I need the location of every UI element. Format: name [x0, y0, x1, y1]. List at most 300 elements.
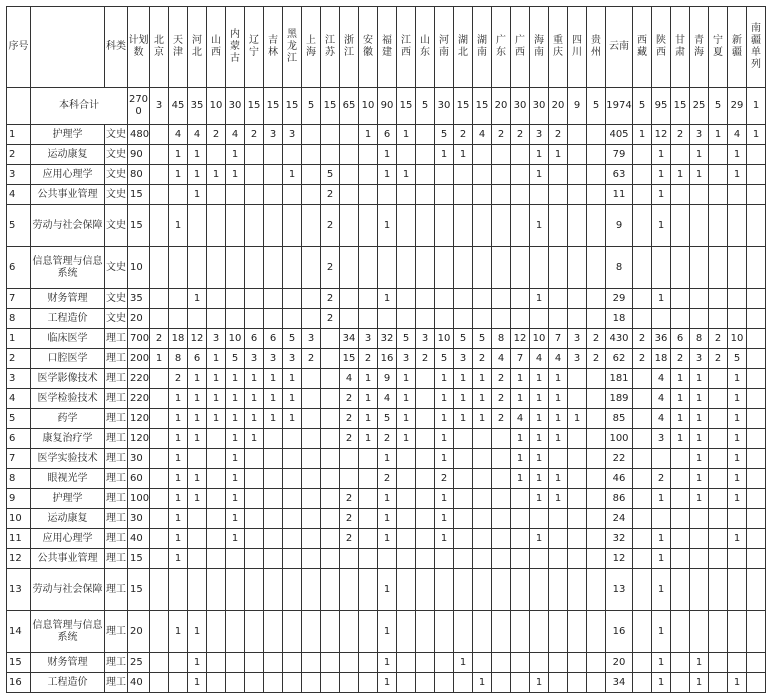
row-value: 18: [652, 349, 671, 369]
row-value: 20: [606, 653, 633, 673]
row-value: 1: [435, 409, 454, 429]
row-value: 1: [652, 289, 671, 309]
row-value: [492, 145, 511, 165]
row-value: 4: [378, 389, 397, 409]
row-value: 16: [378, 349, 397, 369]
row-value: [473, 165, 492, 185]
header-province: 重庆: [549, 7, 568, 88]
row-value: [302, 389, 321, 409]
row-value: 1: [188, 185, 207, 205]
table-row: [7, 125, 766, 145]
row-value: [359, 653, 378, 673]
row-value: 1: [397, 369, 416, 389]
table-row: [7, 673, 766, 693]
row-value: 1: [728, 673, 747, 693]
header-province: 江西: [397, 7, 416, 88]
row-value: 1: [226, 529, 245, 549]
row-value: 1: [435, 145, 454, 165]
row-value: [397, 449, 416, 469]
row-value: [359, 569, 378, 611]
row-value: 1: [549, 409, 568, 429]
row-value: 1: [671, 165, 690, 185]
row-value: 2: [492, 125, 511, 145]
row-value: 3: [454, 349, 473, 369]
row-value: 1: [652, 569, 671, 611]
row-value: 1: [378, 205, 397, 247]
row-value: [264, 653, 283, 673]
row-value: [511, 309, 530, 329]
summary-value: 30: [511, 88, 530, 125]
header-province: 海南: [530, 7, 549, 88]
row-value: 1: [378, 529, 397, 549]
row-value: 2: [321, 309, 340, 329]
header-province: 山东: [416, 7, 435, 88]
row-value: [492, 429, 511, 449]
row-value: 1: [549, 145, 568, 165]
row-value: [568, 125, 587, 145]
row-value: [302, 569, 321, 611]
row-value: 1: [188, 389, 207, 409]
row-value: 1: [169, 409, 188, 429]
row-value: [709, 549, 728, 569]
row-value: 1: [378, 569, 397, 611]
row-value: [416, 509, 435, 529]
row-value: 2: [633, 349, 652, 369]
row-value: 1: [245, 409, 264, 429]
row-value: 1: [378, 489, 397, 509]
row-value: [633, 145, 652, 165]
row-value: [302, 165, 321, 185]
row-value: [549, 185, 568, 205]
row-value: 24: [606, 509, 633, 529]
row-value: [359, 309, 378, 329]
header-province: 吉林: [264, 7, 283, 88]
row-value: 1: [690, 409, 709, 429]
row-value: 1: [690, 429, 709, 449]
row-value: [302, 611, 321, 653]
row-value: 2: [302, 349, 321, 369]
row-value: [747, 611, 766, 653]
row-value: [747, 185, 766, 205]
row-value: 15: [340, 349, 359, 369]
row-value: [511, 289, 530, 309]
row-value: 18: [606, 309, 633, 329]
row-value: [150, 409, 169, 429]
header-seq: 序号: [7, 7, 31, 88]
row-value: 2: [321, 247, 340, 289]
row-value: 1: [549, 489, 568, 509]
row-value: [435, 165, 454, 185]
row-value: [473, 289, 492, 309]
row-value: [633, 489, 652, 509]
row-value: 2: [340, 509, 359, 529]
row-value: [587, 369, 606, 389]
summary-value: 25: [690, 88, 709, 125]
row-value: 1: [530, 289, 549, 309]
header-province: 甘肃: [671, 7, 690, 88]
row-value: 1: [264, 389, 283, 409]
row-value: 1: [169, 611, 188, 653]
row-value: [587, 205, 606, 247]
row-value: [473, 247, 492, 289]
row-value: [435, 611, 454, 653]
row-value: [709, 529, 728, 549]
row-value: [321, 653, 340, 673]
summary-value: 29: [728, 88, 747, 125]
row-value: [340, 247, 359, 289]
row-value: 3: [264, 349, 283, 369]
row-value: [264, 449, 283, 469]
row-seq: 2: [7, 145, 31, 165]
row-value: 1: [530, 165, 549, 185]
row-value: [511, 549, 530, 569]
row-value: 1: [454, 369, 473, 389]
row-value: [633, 185, 652, 205]
row-value: 1: [397, 389, 416, 409]
row-value: [633, 469, 652, 489]
row-value: [690, 289, 709, 309]
row-value: 4: [226, 125, 245, 145]
row-value: 4: [492, 349, 511, 369]
row-plan: 35: [128, 289, 150, 309]
row-value: [150, 489, 169, 509]
row-subject: 理工: [105, 611, 128, 653]
row-value: [747, 489, 766, 509]
row-value: [709, 369, 728, 389]
row-value: [747, 389, 766, 409]
row-value: 1: [169, 389, 188, 409]
row-value: [633, 509, 652, 529]
row-value: 1: [530, 449, 549, 469]
row-value: [633, 309, 652, 329]
summary-plan: 2700: [128, 88, 150, 125]
row-value: [359, 165, 378, 185]
row-value: [150, 509, 169, 529]
row-value: 1: [378, 509, 397, 529]
summary-value: 15: [454, 88, 473, 125]
row-value: [226, 673, 245, 693]
row-value: 6: [245, 329, 264, 349]
header-province: 青海: [690, 7, 709, 88]
row-value: [416, 673, 435, 693]
row-value: [511, 185, 530, 205]
row-value: [728, 611, 747, 653]
row-value: [169, 653, 188, 673]
row-value: 1: [530, 389, 549, 409]
row-value: 1: [633, 125, 652, 145]
row-value: 1: [435, 529, 454, 549]
row-value: 1: [378, 165, 397, 185]
row-subject: 理工: [105, 489, 128, 509]
summary-value: 3: [150, 88, 169, 125]
row-value: 32: [606, 529, 633, 549]
summary-value: 1: [747, 88, 766, 125]
row-value: [397, 569, 416, 611]
row-value: [549, 247, 568, 289]
row-value: 5: [378, 409, 397, 429]
row-value: [397, 205, 416, 247]
row-value: [690, 309, 709, 329]
row-value: [245, 653, 264, 673]
row-value: [747, 145, 766, 165]
row-subject: 文史: [105, 289, 128, 309]
row-seq: 7: [7, 449, 31, 469]
row-value: 2: [340, 409, 359, 429]
row-value: [169, 247, 188, 289]
row-value: [302, 653, 321, 673]
header-province: 陕西: [652, 7, 671, 88]
row-value: 1: [435, 449, 454, 469]
header-province: 浙江: [340, 7, 359, 88]
row-seq: 5: [7, 409, 31, 429]
row-value: [207, 469, 226, 489]
row-value: [207, 309, 226, 329]
row-value: [150, 205, 169, 247]
row-value: [359, 611, 378, 653]
row-value: [188, 449, 207, 469]
header-province: 广东: [492, 7, 511, 88]
row-value: [652, 309, 671, 329]
row-value: [454, 449, 473, 469]
row-plan: 40: [128, 673, 150, 693]
summary-value: 10: [359, 88, 378, 125]
row-seq: 4: [7, 185, 31, 205]
row-value: [150, 449, 169, 469]
row-value: 3: [568, 349, 587, 369]
row-seq: 12: [7, 549, 31, 569]
table-row: [7, 429, 766, 449]
summary-value: 65: [340, 88, 359, 125]
row-value: [473, 569, 492, 611]
row-value: 1: [652, 205, 671, 247]
header-province: 福建: [378, 7, 397, 88]
row-value: 1: [169, 205, 188, 247]
header-plan: 计划数: [128, 7, 150, 88]
row-value: [587, 145, 606, 165]
row-value: [226, 611, 245, 653]
row-value: 4: [530, 349, 549, 369]
row-value: [568, 529, 587, 549]
row-subject: 理工: [105, 673, 128, 693]
row-value: 1: [359, 125, 378, 145]
row-value: 2: [207, 125, 226, 145]
row-value: [397, 145, 416, 165]
row-value: [671, 489, 690, 509]
row-value: [321, 389, 340, 409]
row-value: 1: [188, 145, 207, 165]
row-value: 1: [188, 469, 207, 489]
row-value: 1: [397, 429, 416, 449]
row-value: [359, 549, 378, 569]
summary-value: 15: [473, 88, 492, 125]
row-value: [587, 489, 606, 509]
row-value: 1: [728, 429, 747, 449]
row-plan: 15: [128, 205, 150, 247]
row-value: [454, 509, 473, 529]
row-value: [587, 165, 606, 185]
header-province: 辽宁: [245, 7, 264, 88]
header-province: 河北: [188, 7, 207, 88]
row-value: [568, 389, 587, 409]
row-major: 财务管理: [31, 653, 105, 673]
row-value: [207, 549, 226, 569]
row-value: [302, 549, 321, 569]
row-value: 1: [397, 165, 416, 185]
row-value: [321, 125, 340, 145]
row-value: [568, 309, 587, 329]
row-value: 1: [549, 429, 568, 449]
row-value: [283, 145, 302, 165]
row-value: 430: [606, 329, 633, 349]
header-province: 宁夏: [709, 7, 728, 88]
row-value: 2: [321, 289, 340, 309]
row-value: [226, 653, 245, 673]
row-value: [226, 247, 245, 289]
row-value: [397, 469, 416, 489]
header-province: 上海: [302, 7, 321, 88]
row-value: [587, 549, 606, 569]
row-value: [492, 165, 511, 185]
row-value: [321, 449, 340, 469]
header-province: 山西: [207, 7, 226, 88]
row-value: [397, 549, 416, 569]
row-value: 9: [606, 205, 633, 247]
row-value: [633, 205, 652, 247]
row-value: 1: [226, 409, 245, 429]
row-value: [473, 653, 492, 673]
row-value: 1: [169, 449, 188, 469]
row-value: [652, 509, 671, 529]
header-province: 内蒙古: [226, 7, 245, 88]
row-value: [245, 247, 264, 289]
row-value: 8: [169, 349, 188, 369]
row-value: 8: [606, 247, 633, 289]
row-value: [302, 145, 321, 165]
row-value: 1: [652, 653, 671, 673]
row-value: [633, 611, 652, 653]
row-value: [671, 529, 690, 549]
row-value: 2: [321, 205, 340, 247]
row-value: 1: [454, 145, 473, 165]
row-value: [671, 185, 690, 205]
row-seq: 6: [7, 429, 31, 449]
summary-value: 15: [245, 88, 264, 125]
row-value: [264, 145, 283, 165]
row-value: [188, 309, 207, 329]
row-value: [245, 185, 264, 205]
row-value: [283, 489, 302, 509]
row-value: 1: [378, 611, 397, 653]
row-value: [492, 469, 511, 489]
table-row: [7, 369, 766, 389]
row-value: 1: [435, 509, 454, 529]
row-plan: 40: [128, 529, 150, 549]
row-value: [587, 185, 606, 205]
row-value: 1: [226, 429, 245, 449]
row-value: 3: [690, 349, 709, 369]
row-value: 5: [435, 349, 454, 369]
row-value: 1: [226, 449, 245, 469]
row-value: [302, 489, 321, 509]
row-value: [340, 185, 359, 205]
row-value: [169, 569, 188, 611]
row-value: [568, 569, 587, 611]
row-value: [690, 205, 709, 247]
row-value: 18: [169, 329, 188, 349]
table-row: [7, 409, 766, 429]
row-value: [359, 185, 378, 205]
row-value: [302, 673, 321, 693]
row-plan: 220: [128, 369, 150, 389]
row-value: [207, 247, 226, 289]
row-value: 1: [169, 145, 188, 165]
row-value: [150, 549, 169, 569]
row-value: 1: [728, 409, 747, 429]
row-value: 1: [549, 369, 568, 389]
row-value: [633, 569, 652, 611]
row-value: 1: [511, 389, 530, 409]
row-value: 1: [473, 389, 492, 409]
row-subject: 文史: [105, 145, 128, 165]
row-value: [747, 449, 766, 469]
row-value: [690, 247, 709, 289]
row-value: [549, 165, 568, 185]
row-value: 1: [245, 389, 264, 409]
row-value: [454, 529, 473, 549]
row-value: [416, 469, 435, 489]
row-value: [728, 653, 747, 673]
row-value: [416, 369, 435, 389]
row-value: [454, 673, 473, 693]
row-value: [150, 125, 169, 145]
row-value: 2: [416, 349, 435, 369]
row-value: [321, 409, 340, 429]
row-value: [302, 509, 321, 529]
row-value: 1: [188, 369, 207, 389]
row-value: [492, 549, 511, 569]
row-value: [728, 205, 747, 247]
row-value: 2: [492, 369, 511, 389]
row-value: 1: [188, 429, 207, 449]
row-value: 4: [652, 409, 671, 429]
row-value: [340, 145, 359, 165]
row-value: [568, 673, 587, 693]
row-value: [473, 145, 492, 165]
row-value: 3: [397, 349, 416, 369]
row-value: 3: [283, 125, 302, 145]
row-value: [747, 289, 766, 309]
row-value: [671, 653, 690, 673]
row-value: [321, 489, 340, 509]
row-value: 34: [340, 329, 359, 349]
row-plan: 30: [128, 449, 150, 469]
row-value: [530, 309, 549, 329]
row-value: [397, 185, 416, 205]
row-value: [226, 289, 245, 309]
row-value: [302, 469, 321, 489]
row-value: 63: [606, 165, 633, 185]
row-value: [587, 529, 606, 549]
row-value: 3: [568, 329, 587, 349]
row-value: 1: [378, 145, 397, 165]
row-value: [511, 529, 530, 549]
row-value: [416, 247, 435, 289]
row-value: [549, 289, 568, 309]
row-value: [416, 549, 435, 569]
row-value: [188, 569, 207, 611]
row-seq: 15: [7, 653, 31, 673]
row-value: [587, 673, 606, 693]
